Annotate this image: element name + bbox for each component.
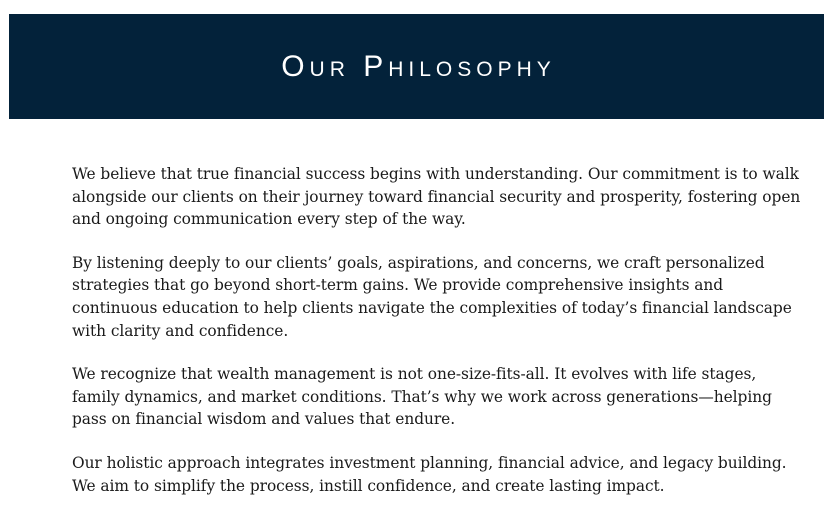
philosophy-content xyxy=(72,163,802,518)
page-title: Our Philosophy xyxy=(281,49,556,83)
paragraph-listening: By listening deeply to our clients’ goals, aspirations, and concerns, we craft personalized strategies that go beyond short-term gains. We provide comprehensive insights and continuous education to help clients navigate the complexities of today’s financial landscape with clarity and confidence. xyxy=(72,253,792,340)
paragraph-intro: We believe that true financial success begins with understanding. Our commitment is to walk alongside our clients on their journey toward financial security and prosperity, fostering open and ongoing communication every step of the way. xyxy=(72,165,801,229)
paragraph-generations: We recognize that wealth management is not one-size-fits-all. It evolves with life stages, family dynamics, and market conditions. That’s why we work across generations—helping pass on financial wisdom and values that endure. xyxy=(72,365,772,429)
paragraph-holistic: Our holistic approach integrates investment planning, financial advice, and legacy building. We aim to simplify the process, instill confidence, and create lasting impact. xyxy=(72,453,787,495)
header-banner xyxy=(9,14,824,119)
